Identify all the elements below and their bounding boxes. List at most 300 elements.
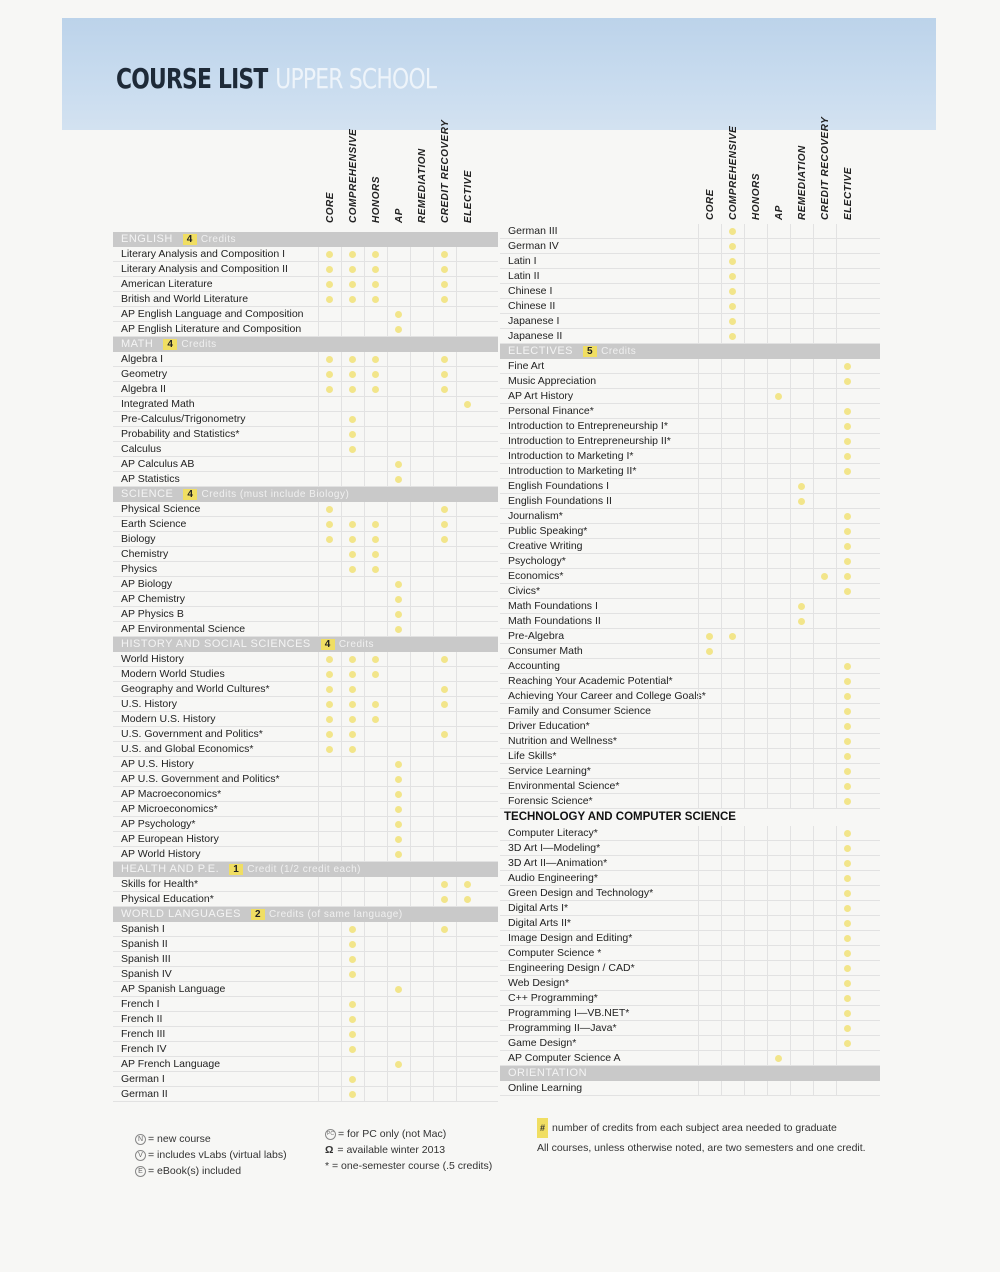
course-row [113,607,498,622]
cell-elective [456,517,479,531]
cell-elective [456,982,479,996]
cell-honors [744,719,767,733]
cell-honors [364,307,387,321]
credits-note: Credits [200,234,237,245]
cell-ap [767,794,790,808]
cell-honors [364,412,387,426]
column-header-label: CORE [325,192,336,223]
cell-credit-recovery [813,494,836,508]
cell-comprehensive [721,524,744,538]
cell-ap [767,871,790,885]
cell-core [698,419,721,433]
cell-comprehensive [341,427,364,441]
cell-credit-recovery [433,457,456,471]
cell-remediation [790,689,813,703]
cell-remediation [790,254,813,268]
course-name: Calculus [121,443,162,455]
cell-elective [836,569,859,583]
course-row [500,569,880,584]
cell-credit-recovery [813,644,836,658]
course-name: Consumer Math [508,645,583,657]
course-row [500,494,880,509]
cell-ap [767,1081,790,1095]
cell-core [698,976,721,990]
cell-comprehensive [341,292,364,306]
cell-elective [836,614,859,628]
course-name: Driver Education* [508,720,590,732]
cell-remediation [790,614,813,628]
course-name: Biology [121,533,156,545]
cell-core [318,592,341,606]
cell-remediation [790,479,813,493]
cell-elective [836,856,859,870]
cell-comprehensive [341,532,364,546]
cell-credit-recovery [813,1081,836,1095]
availability-dot [326,371,333,378]
cell-elective [456,727,479,741]
cell-core [698,931,721,945]
cell-ap [767,284,790,298]
cell-ap [387,412,410,426]
availability-dot [729,333,736,340]
cell-ap [767,359,790,373]
cell-honors [744,946,767,960]
cell-credit-recovery [813,539,836,553]
cell-comprehensive [341,397,364,411]
cell-comprehensive [721,749,744,763]
cell-core [698,1021,721,1035]
cell-ap [767,779,790,793]
course-name: Creative Writing [508,540,583,552]
cell-comprehensive [721,1081,744,1095]
course-name: Family and Consumer Science [508,705,651,717]
cell-remediation [410,577,433,591]
cell-honors [744,674,767,688]
cell-credit-recovery [433,712,456,726]
cell-remediation [790,704,813,718]
availability-dot [349,551,356,558]
cell-honors [744,629,767,643]
cell-elective [456,892,479,906]
availability-dot [729,258,736,265]
cell-honors [364,937,387,951]
cell-elective [836,674,859,688]
cell-credit-recovery [813,794,836,808]
cell-comprehensive [341,727,364,741]
cell-elective [456,247,479,261]
availability-dot [844,378,851,385]
cell-honors [744,871,767,885]
cell-ap [767,614,790,628]
cell-ap [767,659,790,673]
cell-credit-recovery [433,922,456,936]
cell-comprehensive [341,877,364,891]
cell-core [318,517,341,531]
cell-credit-recovery [433,1012,456,1026]
cell-remediation [790,991,813,1005]
cell-remediation [410,277,433,291]
cell-elective [456,877,479,891]
cell-remediation [790,871,813,885]
cell-ap [387,892,410,906]
availability-dot [441,506,448,513]
cell-elective [456,1072,479,1086]
cell-core [698,871,721,885]
cell-ap [767,841,790,855]
cell-core [698,901,721,915]
availability-dot [441,521,448,528]
availability-dot [729,243,736,250]
cell-elective [456,577,479,591]
course-row [113,442,498,457]
cell-elective [836,871,859,885]
cell-core [698,826,721,840]
cell-ap [387,742,410,756]
cell-credit-recovery [433,997,456,1011]
availability-dot [844,980,851,987]
course-row [113,457,498,472]
cell-core [318,772,341,786]
cell-comprehensive [341,382,364,396]
cell-remediation [790,856,813,870]
course-name: Math Foundations II [508,615,601,627]
cell-core [698,886,721,900]
cell-ap [387,322,410,336]
legend-new-text: = new course [148,1133,211,1145]
cell-core [698,539,721,553]
cell-credit-recovery [813,871,836,885]
column-header-credit-recovery [433,115,455,225]
cell-core [318,757,341,771]
course-row [113,1087,498,1102]
cell-credit-recovery [813,239,836,253]
cell-honors [744,704,767,718]
omega-icon: Ω [325,1144,334,1156]
cell-elective [456,607,479,621]
subsection-title: TECHNOLOGY AND COMPUTER SCIENCE [504,811,736,823]
credits-note: Credits [338,639,375,650]
cell-comprehensive [721,961,744,975]
cell-credit-recovery [813,224,836,238]
cell-comprehensive [721,629,744,643]
course-row [500,719,880,734]
cell-credit-recovery [433,697,456,711]
new-course-icon: N [135,1134,146,1145]
course-row [500,464,880,479]
cell-elective [836,329,859,343]
cell-elective [836,224,859,238]
course-row [500,931,880,946]
cell-remediation [790,599,813,613]
availability-dot [775,393,782,400]
course-row [113,397,498,412]
cell-comprehensive [721,434,744,448]
availability-dot [395,311,402,318]
cell-core [318,892,341,906]
cell-credit-recovery [813,689,836,703]
credits-badge: 2 [251,909,265,920]
course-name: AP Psychology* [121,818,196,830]
cell-elective [456,367,479,381]
section-header-health-and-p-e [113,862,498,877]
cell-comprehensive [721,224,744,238]
cell-ap [767,1006,790,1020]
cell-remediation [790,584,813,598]
availability-dot [844,950,851,957]
cell-remediation [790,976,813,990]
cell-honors [364,382,387,396]
cell-remediation [790,946,813,960]
cell-honors [364,922,387,936]
availability-dot [844,965,851,972]
cell-credit-recovery [433,322,456,336]
cell-elective [456,847,479,861]
cell-elective [456,772,479,786]
cell-remediation [790,1006,813,1020]
course-row [500,1051,880,1066]
course-row [500,644,880,659]
cell-honors [364,622,387,636]
availability-dot [844,768,851,775]
cell-ap [767,704,790,718]
cell-honors [744,931,767,945]
course-row [113,922,498,937]
cell-core [318,577,341,591]
column-headers-left [318,115,483,225]
course-name: Personal Finance* [508,405,594,417]
availability-dot [372,551,379,558]
course-name: U.S. Government and Politics* [121,728,263,740]
cell-core [318,727,341,741]
cell-honors [744,794,767,808]
cell-comprehensive [341,922,364,936]
cell-credit-recovery [813,749,836,763]
cell-remediation [410,742,433,756]
cell-credit-recovery [813,1006,836,1020]
availability-dot [395,821,402,828]
cell-credit-recovery [813,734,836,748]
cell-remediation [410,1057,433,1071]
course-row [113,382,498,397]
cell-remediation [410,622,433,636]
cell-remediation [790,449,813,463]
cell-comprehensive [721,644,744,658]
cell-remediation [410,787,433,801]
cell-comprehensive [721,314,744,328]
cell-honors [744,479,767,493]
cell-ap [387,277,410,291]
cell-elective [456,307,479,321]
cell-elective [456,922,479,936]
cell-core [698,314,721,328]
cell-core [698,674,721,688]
course-name: Modern World Studies [121,668,225,680]
column-header-label: REMEDIATION [797,145,808,220]
cell-ap [387,757,410,771]
cell-elective [836,404,859,418]
course-row [500,224,880,239]
cell-elective [836,826,859,840]
cell-honors [364,997,387,1011]
course-name: French II [121,1013,163,1025]
cell-honors [744,901,767,915]
cell-credit-recovery [813,569,836,583]
cell-core [318,442,341,456]
cell-honors [364,982,387,996]
cell-core [318,1012,341,1026]
course-name: Introduction to Marketing II* [508,465,637,477]
cell-remediation [410,682,433,696]
cell-ap [767,674,790,688]
cell-elective [836,916,859,930]
availability-dot [326,506,333,513]
cell-ap [767,404,790,418]
course-name: German III [508,225,558,237]
course-row [500,524,880,539]
section-header-science [113,487,498,502]
cell-ap [767,539,790,553]
availability-dot [349,746,356,753]
course-row [500,991,880,1006]
cell-comprehensive [721,239,744,253]
cell-credit-recovery [813,419,836,433]
cell-comprehensive [341,1012,364,1026]
cell-credit-recovery [813,554,836,568]
cell-ap [387,427,410,441]
course-row [500,841,880,856]
cell-honors [744,329,767,343]
cell-core [698,779,721,793]
course-name: AP World History [121,848,201,860]
cell-core [698,449,721,463]
availability-dot [349,1016,356,1023]
cell-honors [364,802,387,816]
cell-honors [364,397,387,411]
course-row [113,622,498,637]
cell-honors [364,577,387,591]
cell-remediation [790,359,813,373]
cell-elective [836,719,859,733]
cell-credit-recovery [433,307,456,321]
availability-dot [821,573,828,580]
cell-elective [836,976,859,990]
cell-ap [387,262,410,276]
availability-dot [844,663,851,670]
cell-elective [456,382,479,396]
course-name: Public Speaking* [508,525,588,537]
availability-dot [441,251,448,258]
cell-core [698,329,721,343]
cell-elective [836,629,859,643]
cell-comprehensive [721,779,744,793]
cell-elective [836,554,859,568]
availability-dot [326,671,333,678]
cell-honors [364,592,387,606]
course-row [113,832,498,847]
cell-remediation [790,554,813,568]
course-name: AP Spanish Language [121,983,226,995]
course-row [500,659,880,674]
course-row [113,547,498,562]
legend-new-course [135,1131,287,1147]
cell-remediation [790,434,813,448]
cell-comprehensive [721,464,744,478]
cell-ap [387,967,410,981]
cell-core [318,697,341,711]
cell-honors [364,1072,387,1086]
course-row [113,1057,498,1072]
credits-note: Credits [601,346,637,357]
cell-credit-recovery [433,1057,456,1071]
cell-ap [767,1021,790,1035]
cell-ap [767,389,790,403]
cell-ap [387,397,410,411]
availability-dot [844,845,851,852]
course-name: Skills for Health* [121,878,199,890]
cell-ap [387,652,410,666]
availability-dot [395,476,402,483]
course-row [500,764,880,779]
course-name: 3D Art II—Animation* [508,857,608,869]
cell-elective [456,262,479,276]
cell-core [318,562,341,576]
cell-elective [836,284,859,298]
cell-elective [456,802,479,816]
column-header-label: CREDIT RECOVERY [820,116,831,220]
cell-elective [836,1021,859,1035]
cell-elective [836,524,859,538]
course-row [113,502,498,517]
availability-dot [326,386,333,393]
cell-remediation [410,367,433,381]
cell-core [698,524,721,538]
cell-core [698,404,721,418]
legend-all-courses: All courses, unless otherwise noted, are two semesters and one credit. [537,1142,866,1154]
course-row [113,367,498,382]
cell-core [698,224,721,238]
course-row [113,817,498,832]
section-label [121,488,349,500]
cell-remediation [410,772,433,786]
cell-honors [744,599,767,613]
cell-honors [744,464,767,478]
course-name: Web Design* [508,977,570,989]
cell-remediation [790,901,813,915]
cell-elective [456,547,479,561]
availability-dot [395,806,402,813]
cell-honors [364,562,387,576]
availability-dot [798,498,805,505]
cell-core [698,719,721,733]
cell-credit-recovery [433,772,456,786]
course-row [500,404,880,419]
course-name: Introduction to Entrepreneurship II* [508,435,671,447]
cell-remediation [410,547,433,561]
cell-honors [744,389,767,403]
cell-ap [387,772,410,786]
availability-dot [798,618,805,625]
availability-dot [441,896,448,903]
course-name: English Foundations I [508,480,609,492]
cell-credit-recovery [433,607,456,621]
availability-dot [395,1061,402,1068]
availability-dot [349,686,356,693]
availability-dot [326,251,333,258]
cell-core [698,991,721,1005]
cell-core [698,1051,721,1065]
section-title: HISTORY AND SOCIAL SCIENCES [121,638,311,650]
cell-honors [364,352,387,366]
